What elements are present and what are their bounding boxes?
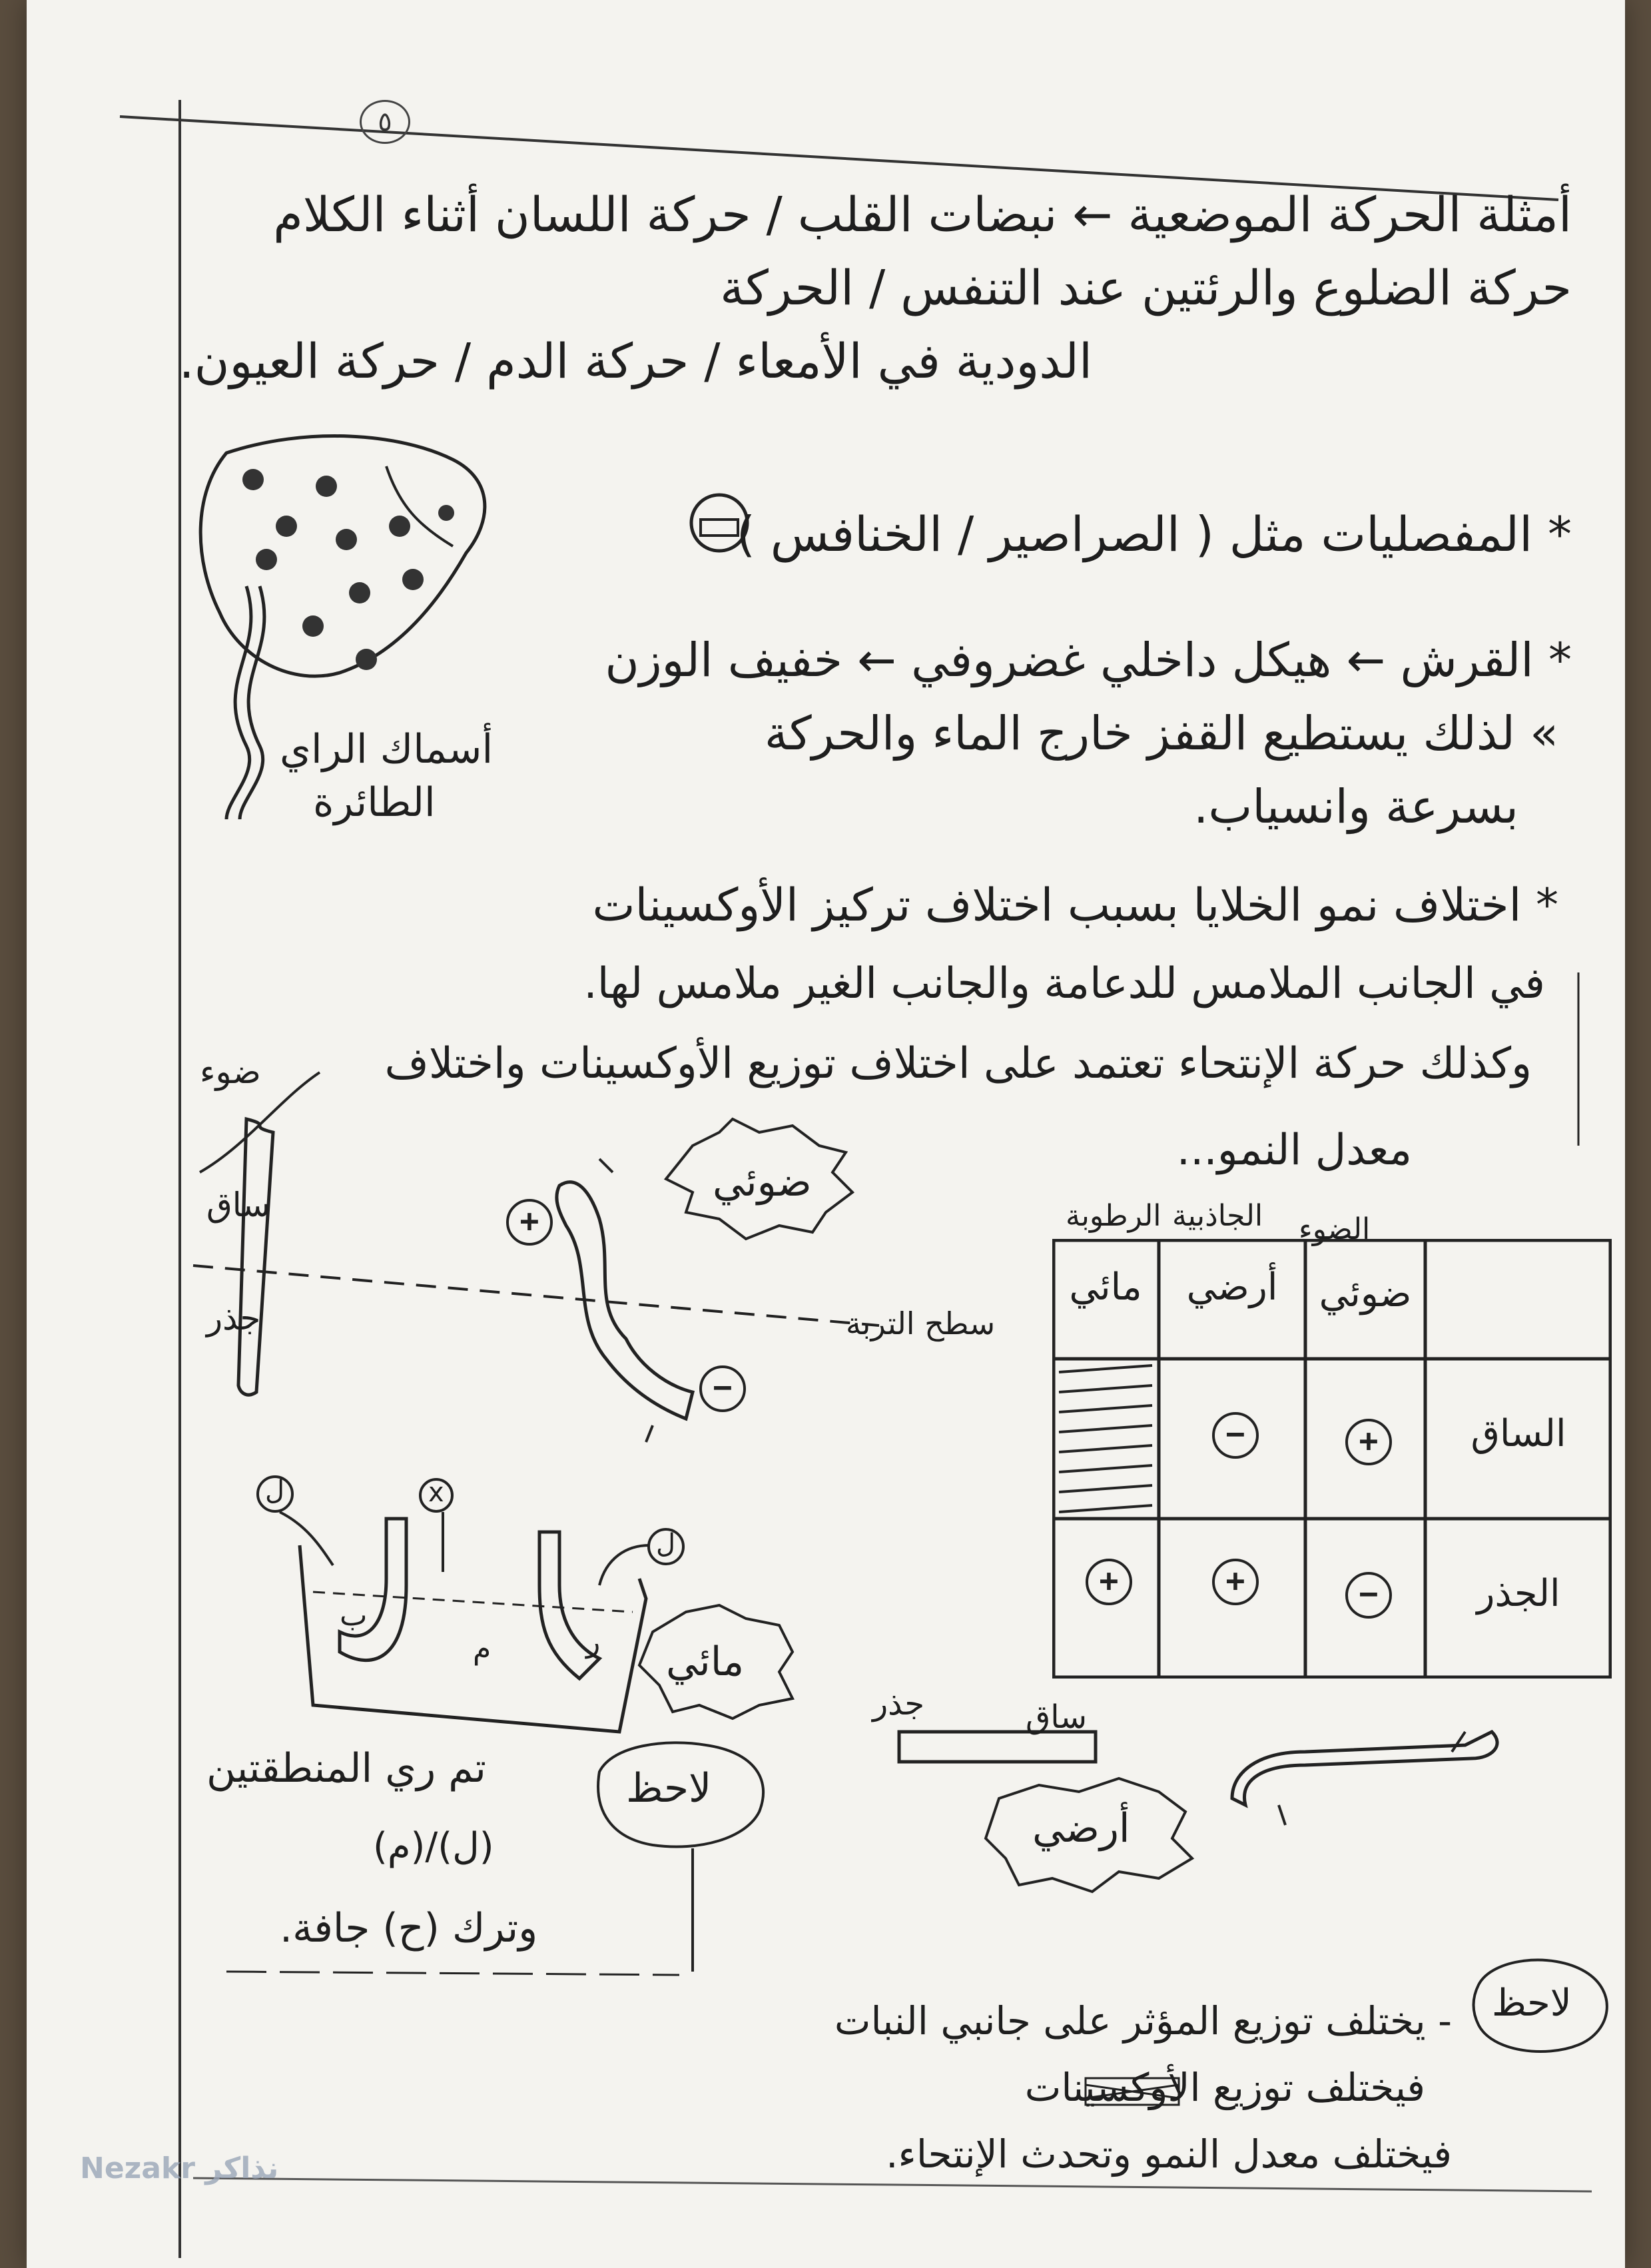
col-hydrotropic: مائي	[1069, 1266, 1142, 1309]
root-label: جذر	[206, 1299, 261, 1337]
text-line-10: وكذلك حركة الإنتحاء تعتمد على اختلاف توزيع الأوكسينات واختلاف	[384, 1039, 1532, 1088]
stem-gravity-cell: −	[1212, 1412, 1259, 1459]
root-gravity-cell: +	[1212, 1559, 1259, 1605]
fish-caption-1: أسماك الراي	[280, 726, 494, 773]
paper-sheet	[27, 0, 1625, 2268]
plus-sign: +	[506, 1199, 553, 1246]
soil-surface-label: سطح التربة	[846, 1306, 996, 1341]
col-phototropic: ضوئي	[1319, 1272, 1412, 1316]
note-bottom-line1: - يختلف توزيع المؤثر على جانبي النبات	[834, 1998, 1452, 2044]
note-left-line1: تم ري المنطقتين	[206, 1745, 486, 1792]
horizontal-root-label: جذر	[872, 1685, 925, 1722]
text-line-1: أمثلة الحركة الموضعية ← نبضات القلب / حركة اللسان أثناء الكلام	[273, 187, 1572, 242]
row-stem-label: الساق	[1471, 1412, 1566, 1455]
text-line-8: * اختلاف نمو الخلايا بسبب اختلاف تركيز الأوكسينات	[592, 879, 1558, 932]
note-bottom-line2: فيختلف توزيع الأوكسينات	[1024, 2065, 1425, 2110]
text-line-3: الدودية في الأمعاء / حركة الدم / حركة العيون.	[178, 333, 1092, 389]
note-cloud-left: لاحظ	[626, 1765, 712, 1812]
horizontal-stem-label: ساق	[1026, 1699, 1088, 1736]
fish-caption-2: الطائرة	[313, 779, 436, 826]
geotropic-cloud-label: أرضي	[1032, 1805, 1130, 1852]
note-cloud-bottom: لاحظ	[1492, 1982, 1572, 2025]
light-label: ضوء	[200, 1052, 261, 1091]
table-header-moisture: الرطوبة	[1066, 1199, 1161, 1233]
mark-l-left: ل	[265, 1475, 285, 1506]
stem-label: ساق	[206, 1186, 270, 1224]
site-watermark: Nezakr نذاكر	[80, 2151, 279, 2185]
text-line-6: » لذلك يستطيع القفز خارج الماء والحركة	[764, 706, 1558, 761]
note-left-line3: وترك (ح) جافة.	[280, 1905, 538, 1952]
root-light-cell: −	[1345, 1572, 1392, 1619]
table-header-light: الضوء	[1299, 1212, 1371, 1246]
region-r-label: ر	[586, 1625, 601, 1659]
text-line-2: حركة الضلوع والرئتين عند التنفس / الحركة	[720, 260, 1572, 316]
root-moisture-cell: +	[1086, 1559, 1132, 1605]
text-line-11: معدل النمو...	[1176, 1126, 1412, 1175]
row-root-label: الجذر	[1477, 1572, 1560, 1615]
table-header-gravity: الجاذبية	[1172, 1199, 1263, 1233]
text-line-7: بسرعة وانسياب.	[1193, 779, 1518, 834]
col-geotropic: أرضي	[1186, 1266, 1278, 1309]
phototropic-cloud-label: ضوئي	[713, 1159, 812, 1206]
note-bottom-line3: فيختلف معدل النمو وتحدث الإنتحاء.	[886, 2131, 1452, 2177]
tropism-table	[1052, 1239, 1612, 1679]
text-line-4: * المفصليات مثل ( الصراصير / الخنافس )	[736, 506, 1572, 562]
stem-light-cell: +	[1345, 1419, 1392, 1465]
page-number: ٥	[360, 100, 410, 144]
mark-x: x	[428, 1477, 444, 1508]
region-m-label: م	[473, 1632, 492, 1666]
note-left-line2: (ل)/(م)	[373, 1825, 494, 1868]
text-line-5: * القرش ← هيكل داخلي غضروفي ← خفيف الوزن	[605, 633, 1572, 687]
minus-sign: −	[699, 1365, 746, 1412]
mark-l-right: ل	[656, 1529, 676, 1559]
region-b-label: ب	[340, 1599, 368, 1633]
text-line-9: في الجانب الملامس للدعامة والجانب الغير ملامس لها.	[583, 959, 1545, 1008]
hydrotropic-cloud-label: مائي	[666, 1639, 745, 1685]
